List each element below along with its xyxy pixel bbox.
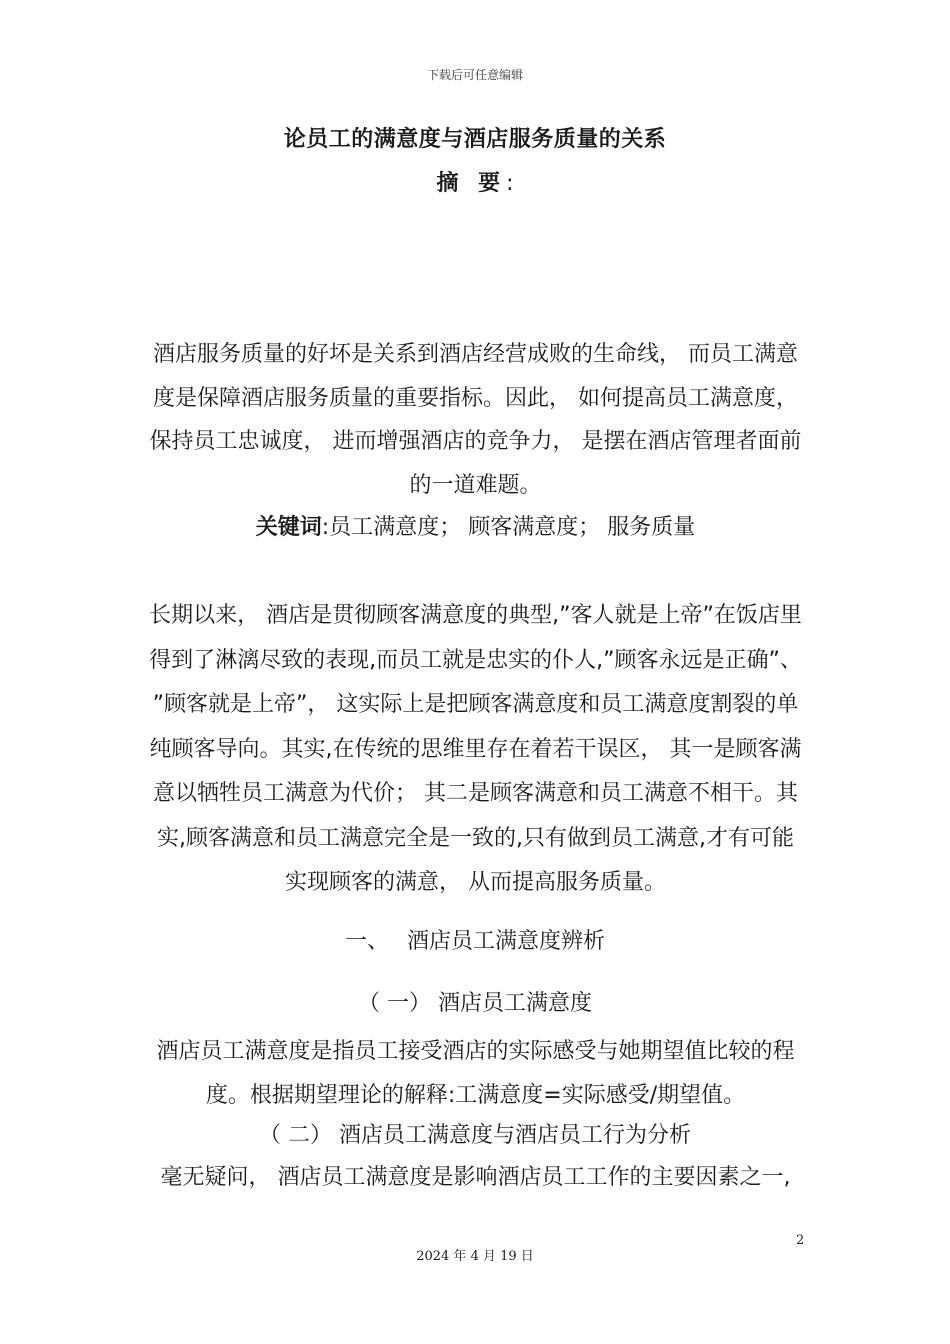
page-footer-date: 2024 年 4 月 19 日 xyxy=(416,1249,534,1264)
section-title: 酒店员工满意度辨析 xyxy=(407,929,606,954)
keywords-value: :员工满意度； 顾客满意度； 服务质量 xyxy=(321,515,696,540)
page-header: 下载后可任意编辑 xyxy=(426,68,523,82)
keywords-label: 关键词 xyxy=(255,515,322,540)
abstract-colon: : xyxy=(506,171,514,196)
page-number: 2 xyxy=(796,1233,805,1248)
intro-paragraph: 长期以来， 酒店是贯彻顾客满意度的典型,”客人就是上帝”在饭店里得到了淋漓尽致的表现,而员工就是忠实的仆人,”顾客永远是正确”、 ”顾客就是上帝”， 这实际上是把顾客满意度和员工满意度割裂的单纯顾客导向。其实,在传统的思维里存在着若干误区， 其一是顾客满意以牺牲员工满意为代价； 其二是顾客满意和员工满意不相干。其实,顾客满意和员工满意完全是一致的,只有做到员工满意,才有可能实现顾客的满意， 从而提高服务质量。 xyxy=(149,603,802,895)
subsection-heading-2: （ 二） 酒店员工满意度与酒店员工行为分析 xyxy=(259,1123,691,1148)
abstract-paragraph: 酒店服务质量的好坏是关系到酒店经营成败的生命线， 而员工满意度是保障酒店服务质量的重要指标。因此， 如何提高员工满意度， 保持员工忠诚度， 进而增强酒店的竞争力， 是摆在酒店管理者面前的一道难题。 xyxy=(149,342,802,498)
document-title: 论员工的满意度与酒店服务质量的关系 xyxy=(283,127,667,152)
keywords-line xyxy=(148,508,803,548)
abstract-label: 摘 要 xyxy=(436,171,507,196)
section-number: 一、 xyxy=(344,929,389,954)
abstract-heading xyxy=(0,166,950,197)
body-paragraph-2: 毫无疑问， 酒店员工满意度是影响酒店员工工作的主要因素之一, xyxy=(160,1165,791,1190)
body-paragraph-1: 酒店员工满意度是指员工接受酒店的实际感受与她期望值比较的程度。根据期望理论的解释:工满意度=实际感受/期望值。 xyxy=(156,1039,795,1108)
section-heading-1 xyxy=(0,924,950,955)
subsection-heading-1: （ 一） 酒店员工满意度 xyxy=(358,991,592,1016)
